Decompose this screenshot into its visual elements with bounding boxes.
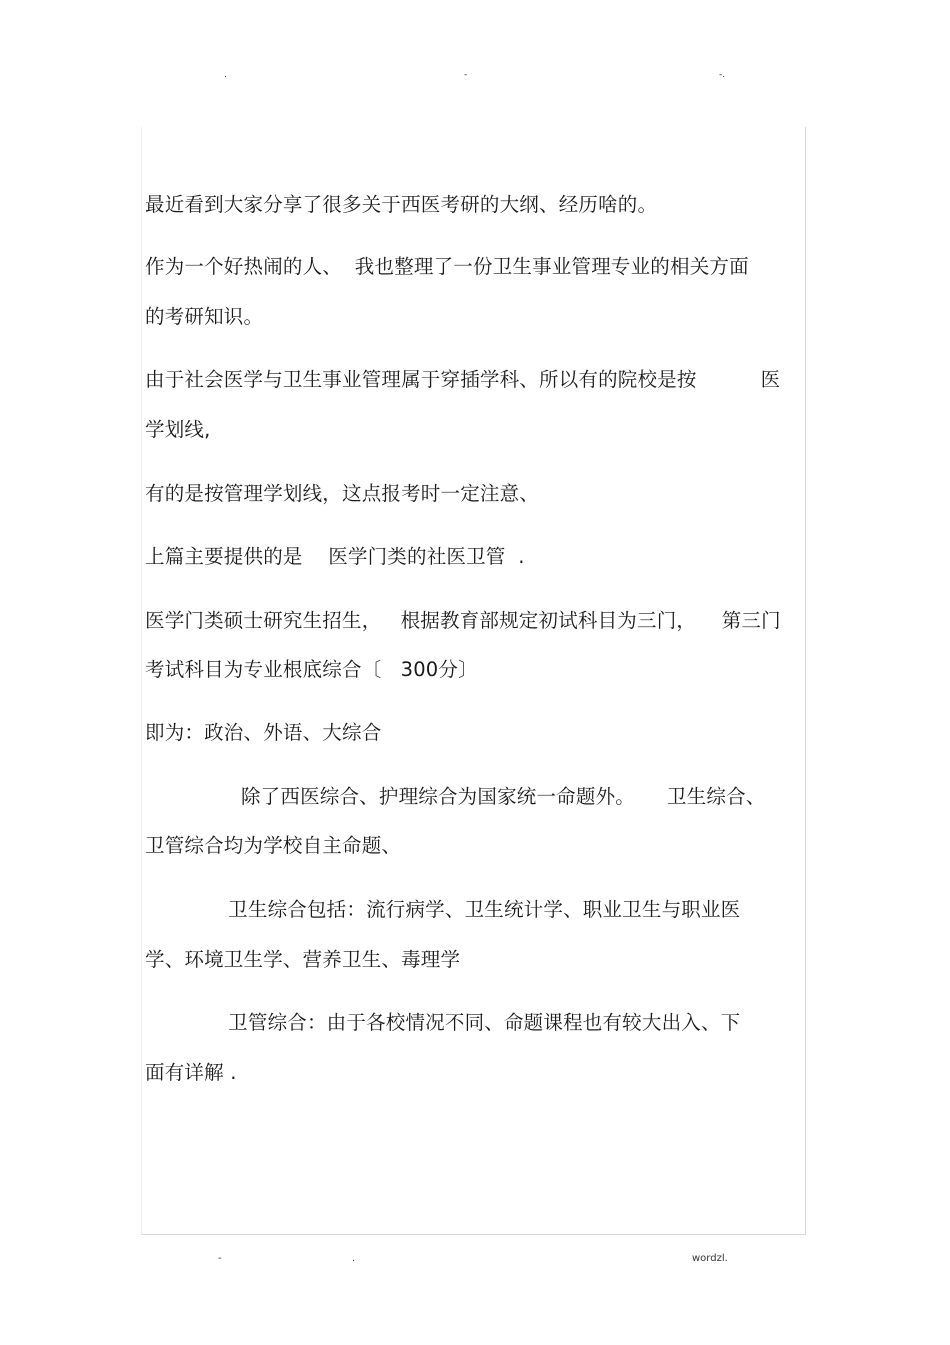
body-line-16: 面有详解 .: [145, 1061, 237, 1084]
body-line-14: 学、环境卫生学、营养卫生、毒理学: [145, 948, 461, 971]
footer-source: wordzl.: [692, 1253, 728, 1264]
body-line-11: 除了西医综合、护理综合为国家统一命题外。 卫生综合、: [145, 785, 766, 808]
footer-mark-left: -: [218, 1253, 222, 1264]
body-line-10: 即为：政治、外语、大综合: [145, 721, 382, 744]
body-line-15: 卫管综合：由于各校情况不同、命题课程也有较大出入、下: [145, 1011, 741, 1034]
header-mark-center: -: [464, 70, 468, 80]
footer-mark-center: .: [352, 1253, 356, 1264]
body-line-7: 上篇主要提供的是 医学门类的社医卫管 .: [145, 545, 525, 568]
body-line-9: 考试科目为专业根底综合〔 300分〕: [145, 658, 478, 681]
body-line-5: 学划线,: [145, 418, 211, 441]
body-line-3: 的考研知识。: [145, 305, 264, 328]
body-line-12: 卫管综合均为学校自主命题、: [145, 834, 402, 857]
body-line-8: 医学门类硕士研究生招生， 根据教育部规定初试科目为三门， 第三门: [145, 609, 781, 632]
body-line-2: 作为一个好热闹的人、 我也整理了一份卫生事业管理专业的相关方面: [145, 255, 749, 278]
body-line-4: 由于社会医学与卫生事业管理属于穿插学科、所以有的院校是按 医: [145, 368, 781, 391]
body-line-13: 卫生综合包括：流行病学、卫生统计学、职业卫生与职业医: [145, 898, 741, 921]
header-mark-right: -.: [719, 70, 726, 80]
body-line-1: 最近看到大家分享了很多关于西医考研的大纲、经历啥的。: [145, 193, 658, 216]
header-mark-left: .: [224, 70, 227, 80]
body-line-6: 有的是按管理学划线，这点报考时一定注意、: [145, 482, 540, 505]
